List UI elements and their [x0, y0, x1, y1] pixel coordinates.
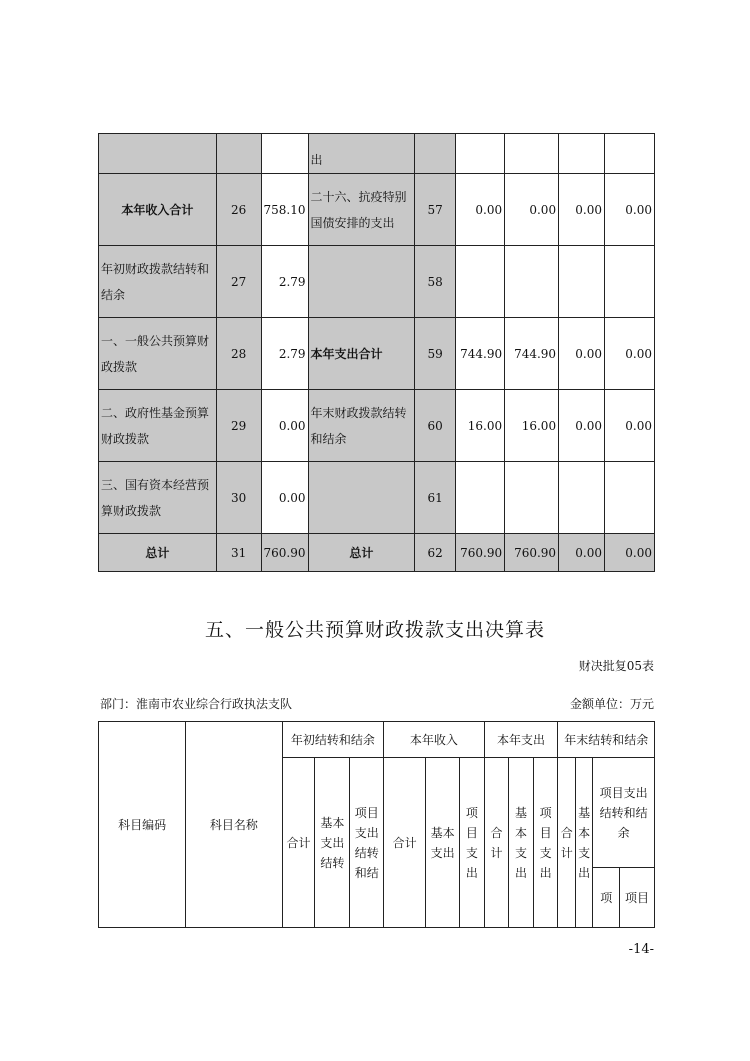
department-label: 部门：淮南市农业综合行政执法支队	[100, 697, 293, 711]
table-header-row	[99, 722, 655, 758]
table-cell: 0.00	[559, 174, 605, 246]
page-number: -14-	[628, 942, 654, 957]
table-cell	[308, 246, 415, 318]
table-cell	[605, 462, 655, 534]
amount-unit: 金额单位：万元	[569, 697, 654, 711]
table-cell: 31	[216, 534, 261, 572]
table-cell: 本年支出合计	[308, 318, 415, 390]
table-cell: 26	[216, 174, 261, 246]
table-cell: 年初财政拨款结转和结余	[99, 246, 217, 318]
table-cell: 760.90	[456, 534, 505, 572]
header-cell: 基本支出	[426, 758, 460, 928]
table-cell: 744.90	[505, 318, 559, 390]
table-cell: 758.10	[261, 174, 308, 246]
table-row	[99, 462, 655, 534]
table-cell: 一、一般公共预算财政拨款	[99, 318, 217, 390]
header-cell: 项目	[620, 868, 655, 928]
table-cell: 0.00	[605, 174, 655, 246]
table-cell: 0.00	[505, 174, 559, 246]
header-cell: 项目支出结转和结	[350, 758, 384, 928]
table-cell: 0.00	[605, 390, 655, 462]
table-cell: 760.90	[261, 534, 308, 572]
table-cell	[505, 246, 559, 318]
table-cell: 2.79	[261, 318, 308, 390]
header-cell: 合计	[282, 758, 315, 928]
table-cell	[308, 462, 415, 534]
table-cell: 62	[415, 534, 456, 572]
table-cell: 16.00	[456, 390, 505, 462]
financial-summary-table	[98, 133, 655, 572]
table-cell: 总计	[308, 534, 415, 572]
table-cell: 29	[216, 390, 261, 462]
table-cell	[605, 246, 655, 318]
table-row	[99, 390, 655, 462]
header-cell: 项目支出	[533, 758, 558, 928]
header-cell: 项目支出	[460, 758, 485, 928]
header-cell: 基本支出结转	[315, 758, 350, 928]
table-cell: 0.00	[559, 318, 605, 390]
table-cell: 58	[415, 246, 456, 318]
header-cell: 合计	[558, 758, 575, 928]
table-cell: 二十六、抗疫特别国债安排的支出	[308, 174, 415, 246]
table-cell	[559, 246, 605, 318]
table-row	[99, 246, 655, 318]
table-cell	[456, 246, 505, 318]
table-cell: 总计	[99, 534, 217, 572]
table-row	[99, 134, 655, 174]
table-cell: 0.00	[559, 390, 605, 462]
table-row	[99, 174, 655, 246]
table-cell: 30	[216, 462, 261, 534]
header-group-income: 本年收入	[384, 722, 485, 758]
table-cell: 2.79	[261, 246, 308, 318]
form-number: 财决批复05表	[578, 659, 654, 673]
header-subject-code: 科目编码	[99, 722, 186, 928]
table-cell: 出	[308, 134, 415, 174]
header-cell: 项	[593, 868, 620, 928]
table-cell: 本年收入合计	[99, 174, 217, 246]
header-cell: 基本支出	[509, 758, 534, 928]
table-cell: 27	[216, 246, 261, 318]
table-cell: 0.00	[261, 462, 308, 534]
table-cell: 0.00	[456, 174, 505, 246]
table-cell: 0.00	[559, 534, 605, 572]
table-cell: 61	[415, 462, 456, 534]
header-group-opening: 年初结转和结余	[282, 722, 384, 758]
header-group-closing: 年末结转和结余	[558, 722, 655, 758]
table-cell: 年末财政拨款结转和结余	[308, 390, 415, 462]
header-cell: 合计	[484, 758, 509, 928]
header-cell: 基本支出	[575, 758, 592, 928]
header-cell: 合计	[384, 758, 426, 928]
table-cell: 744.90	[456, 318, 505, 390]
table-cell	[456, 462, 505, 534]
table-cell: 28	[216, 318, 261, 390]
table-cell: 760.90	[505, 534, 559, 572]
header-group-expense: 本年支出	[484, 722, 558, 758]
expenditure-header-table	[98, 721, 655, 928]
table-row	[99, 318, 655, 390]
table-cell: 16.00	[505, 390, 559, 462]
table-cell: 二、政府性基金预算财政拨款	[99, 390, 217, 462]
header-subject-name: 科目名称	[186, 722, 282, 928]
section-title: 五、一般公共预算财政拨款支出决算表	[204, 619, 545, 641]
table-cell	[505, 462, 559, 534]
table-row	[99, 534, 655, 572]
table-cell: 三、国有资本经营预算财政拨款	[99, 462, 217, 534]
table-cell: 59	[415, 318, 456, 390]
header-cell: 项目支出结转和结余	[593, 758, 655, 868]
table-cell: 0.00	[605, 318, 655, 390]
table-cell: 57	[415, 174, 456, 246]
table-cell: 60	[415, 390, 456, 462]
table-cell: 0.00	[261, 390, 308, 462]
table-cell	[559, 462, 605, 534]
table-cell: 0.00	[605, 534, 655, 572]
